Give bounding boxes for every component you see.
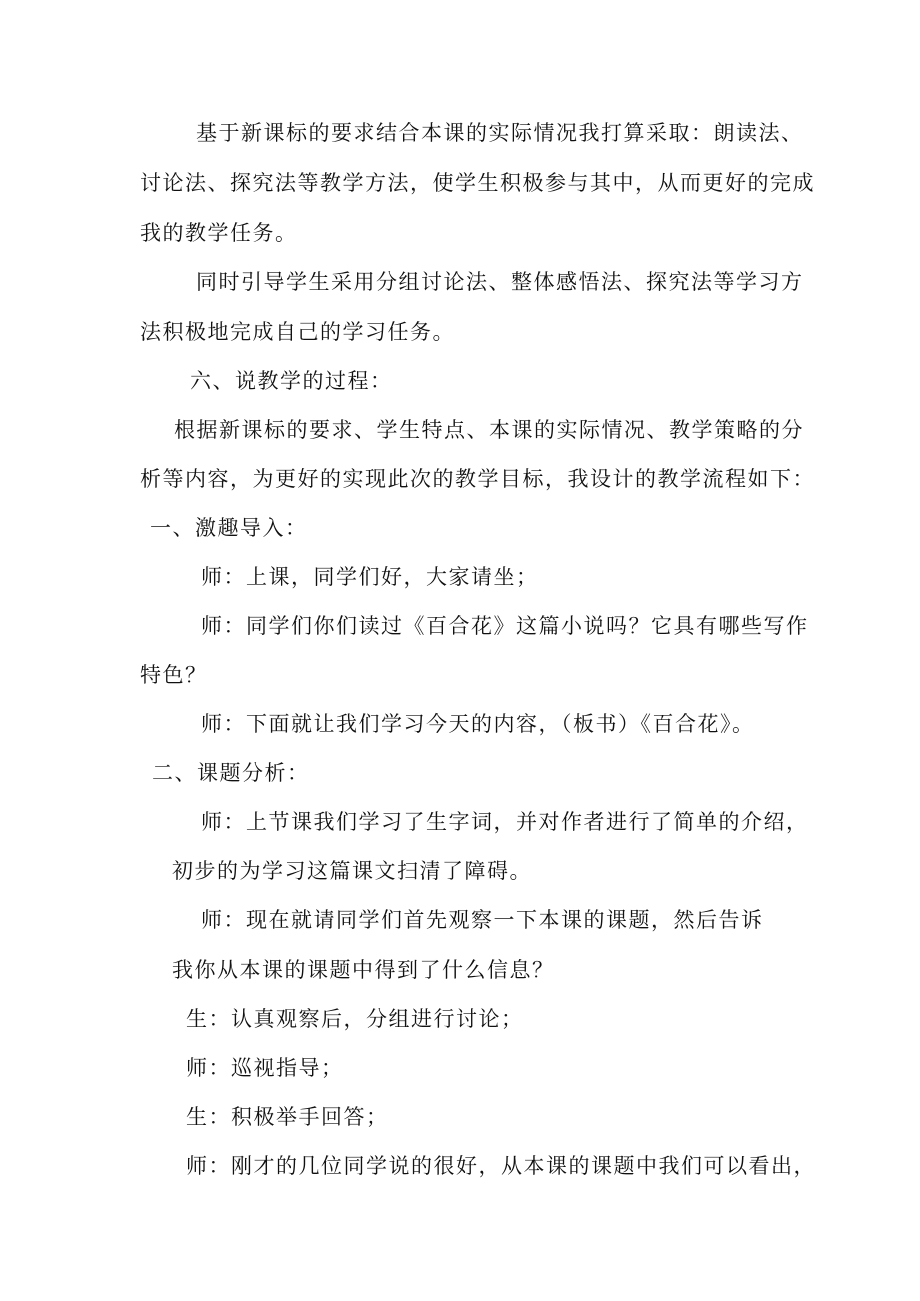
paragraph-line: 同时引导学生采用分组讨论法、整体感悟法、探究法等学习方 (196, 270, 804, 294)
dialogue-line: 特色？ (140, 663, 208, 687)
section-heading: 一、激趣导入： (150, 516, 308, 540)
paragraph-line: 基于新课标的要求结合本课的实际情况我打算采取：朗读法、 (196, 121, 804, 145)
dialogue-line: 师：现在就请同学们首先观察一下本课的课题，然后告诉 (201, 908, 764, 932)
dialogue-line: 我你从本课的课题中得到了什么信息？ (172, 958, 555, 982)
dialogue-line: 师：上课，同学们好，大家请坐； (201, 565, 539, 589)
paragraph-line: 根据新课标的要求、学生特点、本课的实际情况、教学策略的分 (174, 418, 804, 442)
dialogue-line: 师：刚才的几位同学说的很好，从本课的课题中我们可以看出， (186, 1154, 816, 1178)
dialogue-line: 初步的为学习这篇课文扫清了障碍。 (172, 859, 532, 883)
dialogue-line: 师：巡视指导； (186, 1056, 344, 1080)
paragraph-line: 我的教学任务。 (140, 221, 298, 245)
dialogue-line: 师：同学们你们读过《百合花》这篇小说吗？它具有哪些写作 (201, 614, 809, 638)
paragraph-line: 讨论法、探究法等教学方法，使学生积极参与其中，从而更好的完成 (140, 171, 815, 195)
paragraph-line: 法积极地完成自己的学习任务。 (140, 320, 455, 344)
section-heading: 二、课题分析： (152, 761, 310, 785)
paragraph-line: 析等内容，为更好的实现此次的教学目标，我设计的教学流程如下： (140, 467, 815, 491)
dialogue-line: 生：积极举手回答； (186, 1105, 389, 1129)
dialogue-line: 师：下面就让我们学习今天的内容，（板书）《百合花》。 (201, 712, 755, 736)
dialogue-line: 师：上节课我们学习了生字词，并对作者进行了简单的介绍， (201, 810, 809, 834)
dialogue-line: 生：认真观察后，分组进行讨论； (186, 1007, 524, 1031)
section-heading: 六、说教学的过程： (190, 369, 393, 393)
